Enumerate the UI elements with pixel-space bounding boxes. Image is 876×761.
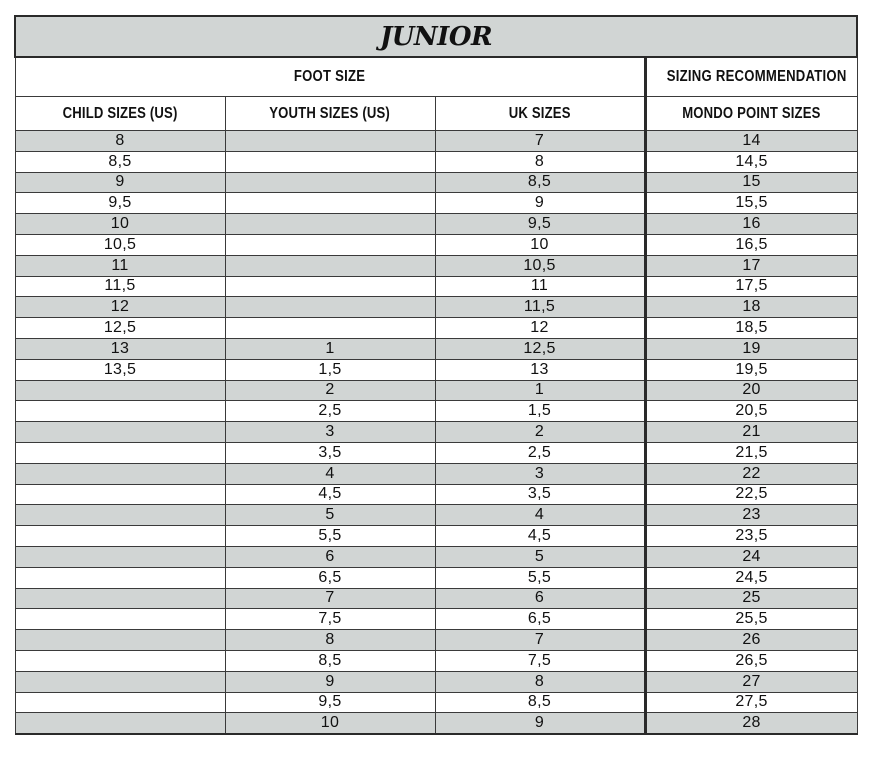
uk-size-cell: 11 [435, 276, 645, 297]
mondo-size-cell: 16,5 [645, 234, 857, 255]
mondo-size-cell: 22,5 [645, 484, 857, 505]
uk-size-cell: 12,5 [435, 338, 645, 359]
youth-size-cell: 2,5 [225, 401, 435, 422]
uk-size-cell: 8,5 [435, 692, 645, 713]
uk-sizes-header: UK SIZES [435, 97, 645, 131]
child-size-cell [15, 609, 225, 630]
youth-size-cell [225, 318, 435, 339]
child-size-cell [15, 692, 225, 713]
mondo-size-cell: 19 [645, 338, 857, 359]
table-row [15, 380, 857, 401]
uk-size-cell: 2,5 [435, 442, 645, 463]
child-size-cell [15, 671, 225, 692]
youth-size-cell [225, 193, 435, 214]
table-row [15, 650, 857, 671]
table-row [15, 484, 857, 505]
child-size-cell [15, 422, 225, 443]
youth-size-cell: 2 [225, 380, 435, 401]
child-size-cell [15, 546, 225, 567]
child-size-cell: 13,5 [15, 359, 225, 380]
mondo-size-cell: 21,5 [645, 442, 857, 463]
child-size-cell: 12,5 [15, 318, 225, 339]
mondo-size-cell: 18,5 [645, 318, 857, 339]
mondo-size-cell: 21 [645, 422, 857, 443]
mondo-size-cell: 26 [645, 630, 857, 651]
mondo-size-cell: 22 [645, 463, 857, 484]
column-header-row [15, 97, 857, 131]
mondo-size-cell: 15 [645, 172, 857, 193]
youth-size-cell [225, 234, 435, 255]
uk-size-cell: 8 [435, 151, 645, 172]
foot-size-header: FOOT SIZE [15, 57, 645, 97]
youth-size-cell [225, 255, 435, 276]
child-size-cell [15, 401, 225, 422]
child-size-cell: 13 [15, 338, 225, 359]
mondo-size-cell: 25 [645, 588, 857, 609]
mondo-point-sizes-header: MONDO POINT SIZES [645, 97, 857, 131]
mondo-size-cell: 20,5 [645, 401, 857, 422]
uk-size-cell: 10,5 [435, 255, 645, 276]
child-size-cell [15, 526, 225, 547]
child-size-cell: 9 [15, 172, 225, 193]
youth-size-cell: 4,5 [225, 484, 435, 505]
uk-size-cell: 5,5 [435, 567, 645, 588]
youth-size-cell [225, 214, 435, 235]
child-size-cell [15, 630, 225, 651]
uk-size-cell: 2 [435, 422, 645, 443]
child-size-cell [15, 713, 225, 734]
child-size-cell [15, 442, 225, 463]
youth-size-cell [225, 151, 435, 172]
table-row [15, 526, 857, 547]
uk-size-cell: 4,5 [435, 526, 645, 547]
mondo-size-cell: 17 [645, 255, 857, 276]
mondo-size-cell: 27 [645, 671, 857, 692]
youth-size-cell [225, 276, 435, 297]
youth-size-cell: 4 [225, 463, 435, 484]
table-row [15, 131, 857, 152]
table-row [15, 151, 857, 172]
table-row [15, 713, 857, 734]
uk-size-cell: 5 [435, 546, 645, 567]
table-row [15, 172, 857, 193]
youth-size-cell: 10 [225, 713, 435, 734]
youth-size-cell: 5 [225, 505, 435, 526]
uk-size-cell: 3,5 [435, 484, 645, 505]
table-row [15, 692, 857, 713]
size-rows [15, 131, 857, 735]
table-row [15, 505, 857, 526]
uk-size-cell: 7 [435, 630, 645, 651]
mondo-size-cell: 28 [645, 713, 857, 734]
table-row [15, 193, 857, 214]
table-row [15, 338, 857, 359]
table-row [15, 630, 857, 651]
youth-size-cell [225, 297, 435, 318]
uk-size-cell: 4 [435, 505, 645, 526]
uk-size-cell: 11,5 [435, 297, 645, 318]
child-size-cell [15, 588, 225, 609]
mondo-size-cell: 15,5 [645, 193, 857, 214]
table-row [15, 276, 857, 297]
mondo-size-cell: 26,5 [645, 650, 857, 671]
child-size-cell: 12 [15, 297, 225, 318]
uk-size-cell: 12 [435, 318, 645, 339]
mondo-size-cell: 14 [645, 131, 857, 152]
table-row [15, 671, 857, 692]
table-row [15, 318, 857, 339]
table-row [15, 255, 857, 276]
child-size-cell: 10 [15, 214, 225, 235]
mondo-size-cell: 24,5 [645, 567, 857, 588]
youth-size-cell: 3,5 [225, 442, 435, 463]
mondo-size-cell: 27,5 [645, 692, 857, 713]
table-row [15, 442, 857, 463]
youth-size-cell: 9 [225, 671, 435, 692]
uk-size-cell: 8,5 [435, 172, 645, 193]
child-size-cell: 10,5 [15, 234, 225, 255]
child-size-cell: 8,5 [15, 151, 225, 172]
child-size-cell: 11,5 [15, 276, 225, 297]
group-header-row [15, 57, 857, 97]
child-size-cell [15, 567, 225, 588]
junior-size-chart [14, 15, 858, 735]
child-sizes-header: CHILD SIZES (US) [15, 97, 225, 131]
mondo-size-cell: 20 [645, 380, 857, 401]
mondo-size-cell: 19,5 [645, 359, 857, 380]
youth-size-cell: 1,5 [225, 359, 435, 380]
youth-size-cell: 7 [225, 588, 435, 609]
mondo-size-cell: 23 [645, 505, 857, 526]
child-size-cell: 8 [15, 131, 225, 152]
child-size-cell: 9,5 [15, 193, 225, 214]
mondo-size-cell: 24 [645, 546, 857, 567]
uk-size-cell: 9 [435, 193, 645, 214]
chart-title: JUNIOR [15, 16, 857, 57]
table-row [15, 422, 857, 443]
youth-size-cell: 5,5 [225, 526, 435, 547]
youth-size-cell: 8,5 [225, 650, 435, 671]
table-row [15, 401, 857, 422]
table-row [15, 588, 857, 609]
title-row [15, 16, 857, 57]
child-size-cell [15, 380, 225, 401]
youth-size-cell: 9,5 [225, 692, 435, 713]
youth-size-cell: 6,5 [225, 567, 435, 588]
uk-size-cell: 8 [435, 671, 645, 692]
mondo-size-cell: 23,5 [645, 526, 857, 547]
uk-size-cell: 1,5 [435, 401, 645, 422]
table-row [15, 297, 857, 318]
youth-size-cell: 6 [225, 546, 435, 567]
uk-size-cell: 9 [435, 713, 645, 734]
mondo-size-cell: 14,5 [645, 151, 857, 172]
uk-size-cell: 1 [435, 380, 645, 401]
sizing-recommendation-header: SIZING RECOMMENDATION [645, 57, 857, 97]
table-row [15, 359, 857, 380]
table-row [15, 463, 857, 484]
table-row [15, 234, 857, 255]
uk-size-cell: 10 [435, 234, 645, 255]
uk-size-cell: 9,5 [435, 214, 645, 235]
uk-size-cell: 7,5 [435, 650, 645, 671]
youth-sizes-header: YOUTH SIZES (US) [225, 97, 435, 131]
table-row [15, 567, 857, 588]
child-size-cell [15, 484, 225, 505]
youth-size-cell: 8 [225, 630, 435, 651]
child-size-cell: 11 [15, 255, 225, 276]
table-row [15, 546, 857, 567]
youth-size-cell: 7,5 [225, 609, 435, 630]
uk-size-cell: 7 [435, 131, 645, 152]
youth-size-cell: 1 [225, 338, 435, 359]
child-size-cell [15, 505, 225, 526]
child-size-cell [15, 463, 225, 484]
child-size-cell [15, 650, 225, 671]
uk-size-cell: 6,5 [435, 609, 645, 630]
table-row [15, 214, 857, 235]
mondo-size-cell: 16 [645, 214, 857, 235]
mondo-size-cell: 25,5 [645, 609, 857, 630]
mondo-size-cell: 18 [645, 297, 857, 318]
youth-size-cell [225, 172, 435, 193]
youth-size-cell [225, 131, 435, 152]
uk-size-cell: 3 [435, 463, 645, 484]
mondo-size-cell: 17,5 [645, 276, 857, 297]
uk-size-cell: 13 [435, 359, 645, 380]
table-row [15, 609, 857, 630]
uk-size-cell: 6 [435, 588, 645, 609]
youth-size-cell: 3 [225, 422, 435, 443]
